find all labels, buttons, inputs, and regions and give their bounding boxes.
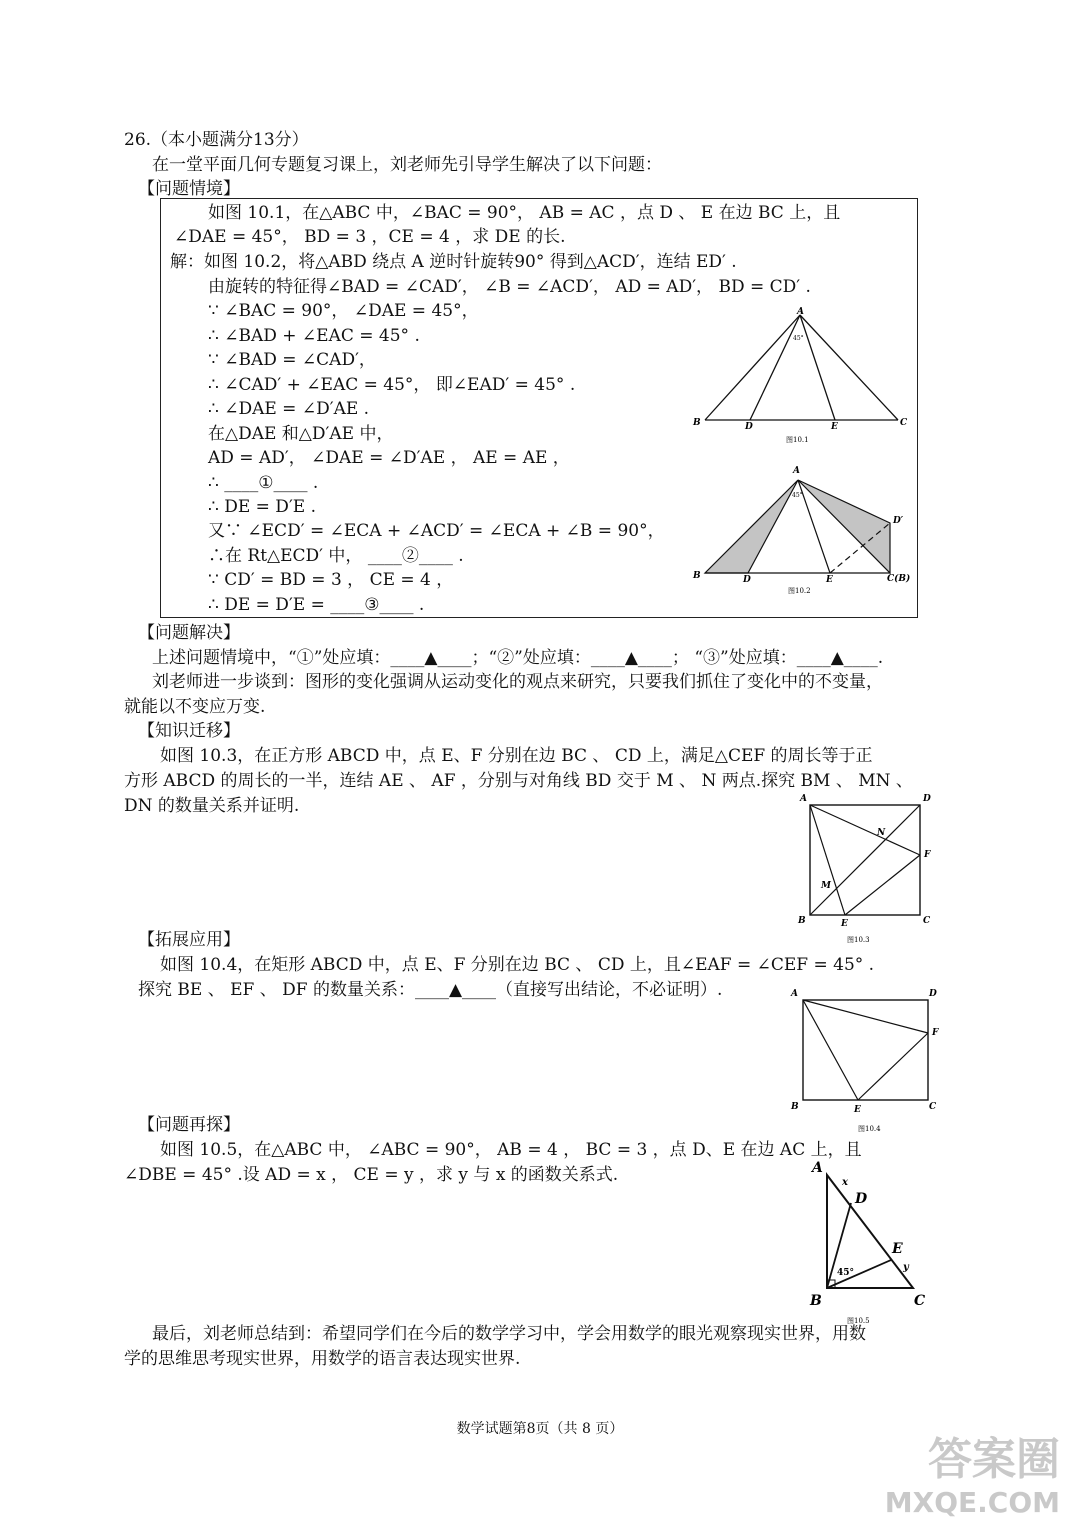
transfer-line-2: 方形 ABCD 的周长的一半，连结 AE 、 AF ，分别与对角线 BD 交于 M 、 N 两点.探究 BM 、 MN 、 xyxy=(124,771,913,791)
fig3-caption: 图10.3 xyxy=(847,936,870,944)
solution-line-4: 由旋转的特征得∠BAD = ∠CAD′， ∠B = ∠ACD′， AD = AD′， BD = CD′ . xyxy=(208,277,811,297)
fig2-caption: 图10.2 xyxy=(788,587,811,595)
fig1-caption: 图10.1 xyxy=(786,436,809,444)
fig5-label-a: A xyxy=(812,1160,823,1176)
closing-line-1: 最后，刘老师总结到：希望同学们在今后的数学学习中，学会用数学的眼光观察现实世界，用数 xyxy=(152,1324,866,1344)
solution-line-8: ∴ ∠CAD′ + ∠EAC = 45°， 即∠EAD′ = 45° . xyxy=(208,375,576,395)
solution-line-17: ∴ DE = D′E = ____③____ . xyxy=(208,595,425,615)
fig2-label-c: C(B) xyxy=(887,574,911,584)
solution-line-7: ∵ ∠BAD = ∠CAD′， xyxy=(208,350,376,370)
situation-line-2: ∠DAE = 45°， BD = 3 ，CE = 4 ，求 DE 的长. xyxy=(174,227,566,247)
fig4-label-f: F xyxy=(932,1028,939,1038)
problem-number: 26.（本小题满分13分） xyxy=(124,130,309,150)
fig2-label-d: D xyxy=(743,575,751,585)
section-transfer-title: 【知识迁移】 xyxy=(138,721,240,741)
resolve-line-3: 就能以不变应万变. xyxy=(124,697,266,717)
fig1-label-d: D xyxy=(745,422,753,432)
watermark-site: MXQE.COM xyxy=(884,1486,1060,1519)
transfer-line-3: DN 的数量关系并证明. xyxy=(124,796,300,816)
fig3-label-m: M xyxy=(821,881,831,891)
fig5-label-d: D xyxy=(855,1191,868,1207)
fig1-label-e: E xyxy=(831,422,838,432)
solution-line-3: 解：如图 10.2，将△ABD 绕点 A 逆时针旋转90° 得到△ACD′，连结 ED′ . xyxy=(170,252,737,272)
section-extend-title: 【拓展应用】 xyxy=(138,930,240,950)
section-reexplore-title: 【问题再探】 xyxy=(138,1115,240,1135)
fig5-angle: 45° xyxy=(837,1268,855,1278)
fig4-label-b: B xyxy=(791,1102,799,1112)
fig1-angle: 45° xyxy=(793,335,804,342)
fig2-label-e: E xyxy=(826,575,833,585)
fig2-label-dprime: D′ xyxy=(893,516,904,526)
solution-line-12: ∴ ____①____ . xyxy=(208,473,319,493)
fig5-caption: 图10.5 xyxy=(847,1317,870,1325)
resolve-line-2: 刘老师进一步谈到：图形的变化强调从运动变化的观点来研究，只要我们抓住了变化中的不变量， xyxy=(152,672,883,692)
fig5-label-y: y xyxy=(903,1262,909,1273)
extend-line-1: 如图 10.4，在矩形 ABCD 中，点 E、F 分别在边 BC 、 CD 上，且∠EAF = ∠CEF = 45° . xyxy=(160,955,875,975)
fig4-label-a: A xyxy=(791,989,798,999)
figure-10-3 xyxy=(790,790,950,950)
fig3-label-n: N xyxy=(877,828,886,838)
closing-line-2: 学的思维思考现实世界，用数学的语言表达现实世界. xyxy=(124,1349,521,1369)
figure-10-5 xyxy=(800,1155,945,1330)
fig2-label-a: A xyxy=(793,466,800,476)
solution-line-16: ∵ CD′ = BD = 3 ， CE = 4 ， xyxy=(208,570,454,590)
fig5-label-x: x xyxy=(842,1177,848,1188)
transfer-line-1: 如图 10.3，在正方形 ABCD 中，点 E、F 分别在边 BC 、 CD 上，满足△CEF 的周长等于正 xyxy=(160,746,873,766)
fig4-label-d: D xyxy=(929,989,937,999)
fig3-label-f: F xyxy=(924,850,931,860)
fig3-label-d: D xyxy=(923,794,931,804)
fig1-label-a: A xyxy=(797,307,804,317)
page-footer: 数学试题第8页（共 8 页） xyxy=(456,1421,624,1437)
fig3-label-e: E xyxy=(841,919,848,929)
reexplore-line-2: ∠DBE = 45° .设 AD = x ， CE = y ，求 y 与 x 的函数关系式. xyxy=(124,1165,619,1185)
situation-line-1: 如图 10.1，在△ABC 中，∠BAC = 90°， AB = AC ，点 D 、 E 在边 BC 上，且 xyxy=(208,203,841,223)
solution-line-10: 在△DAE 和△D′AE 中， xyxy=(208,424,394,444)
fig2-label-b: B xyxy=(693,571,701,581)
fig3-label-c: C xyxy=(923,916,931,926)
solution-line-15: ∴在 Rt△ECD′ 中， ____②____ . xyxy=(208,546,464,566)
intro-text: 在一堂平面几何专题复习课上，刘老师先引导学生解决了以下问题： xyxy=(152,155,662,175)
fig5-label-c: C xyxy=(914,1293,926,1309)
fig5-label-e: E xyxy=(892,1241,903,1257)
section-situation-title: 【问题情境】 xyxy=(138,179,240,199)
fig4-label-e: E xyxy=(854,1105,861,1115)
fig3-label-b: B xyxy=(798,916,806,926)
figure-10-4 xyxy=(785,985,950,1135)
fig1-label-c: C xyxy=(900,418,908,428)
section-resolve-title: 【问题解决】 xyxy=(138,623,240,643)
figure-10-1 xyxy=(690,305,915,450)
figure-10-2 xyxy=(690,465,915,600)
watermark-logo: 答案圈 xyxy=(928,1434,1060,1485)
fig5-label-b: B xyxy=(810,1293,822,1309)
resolve-line-1: 上述问题情境中，“①”处应填：____▲____；“②”处应填：____▲____； “③”处应填：____▲____. xyxy=(152,648,884,668)
solution-line-13: ∴ DE = D′E . xyxy=(208,497,317,517)
fig1-label-b: B xyxy=(693,418,701,428)
extend-line-2: 探究 BE 、 EF 、 DF 的数量关系：____▲____（直接写出结论，不必证明）. xyxy=(138,980,723,1000)
fig2-angle: 45° xyxy=(792,492,803,499)
solution-line-6: ∴ ∠BAD + ∠EAC = 45° . xyxy=(208,326,420,346)
solution-line-14: 又∵ ∠ECD′ = ∠ECA + ∠ACD′ = ∠ECA + ∠B = 90°， xyxy=(208,521,665,541)
solution-line-9: ∴ ∠DAE = ∠D′AE . xyxy=(208,399,370,419)
fig4-caption: 图10.4 xyxy=(858,1125,881,1133)
solution-line-5: ∵ ∠BAC = 90°， ∠DAE = 45°， xyxy=(208,301,479,321)
reexplore-line-1: 如图 10.5，在△ABC 中， ∠ABC = 90°， AB = 4 ， BC = 3 ，点 D、E 在边 AC 上，且 xyxy=(160,1140,862,1160)
fig4-label-c: C xyxy=(929,1102,937,1112)
solution-line-11: AD = AD′， ∠DAE = ∠D′AE ， AE = AE ， xyxy=(208,448,570,468)
fig3-label-a: A xyxy=(800,794,807,804)
